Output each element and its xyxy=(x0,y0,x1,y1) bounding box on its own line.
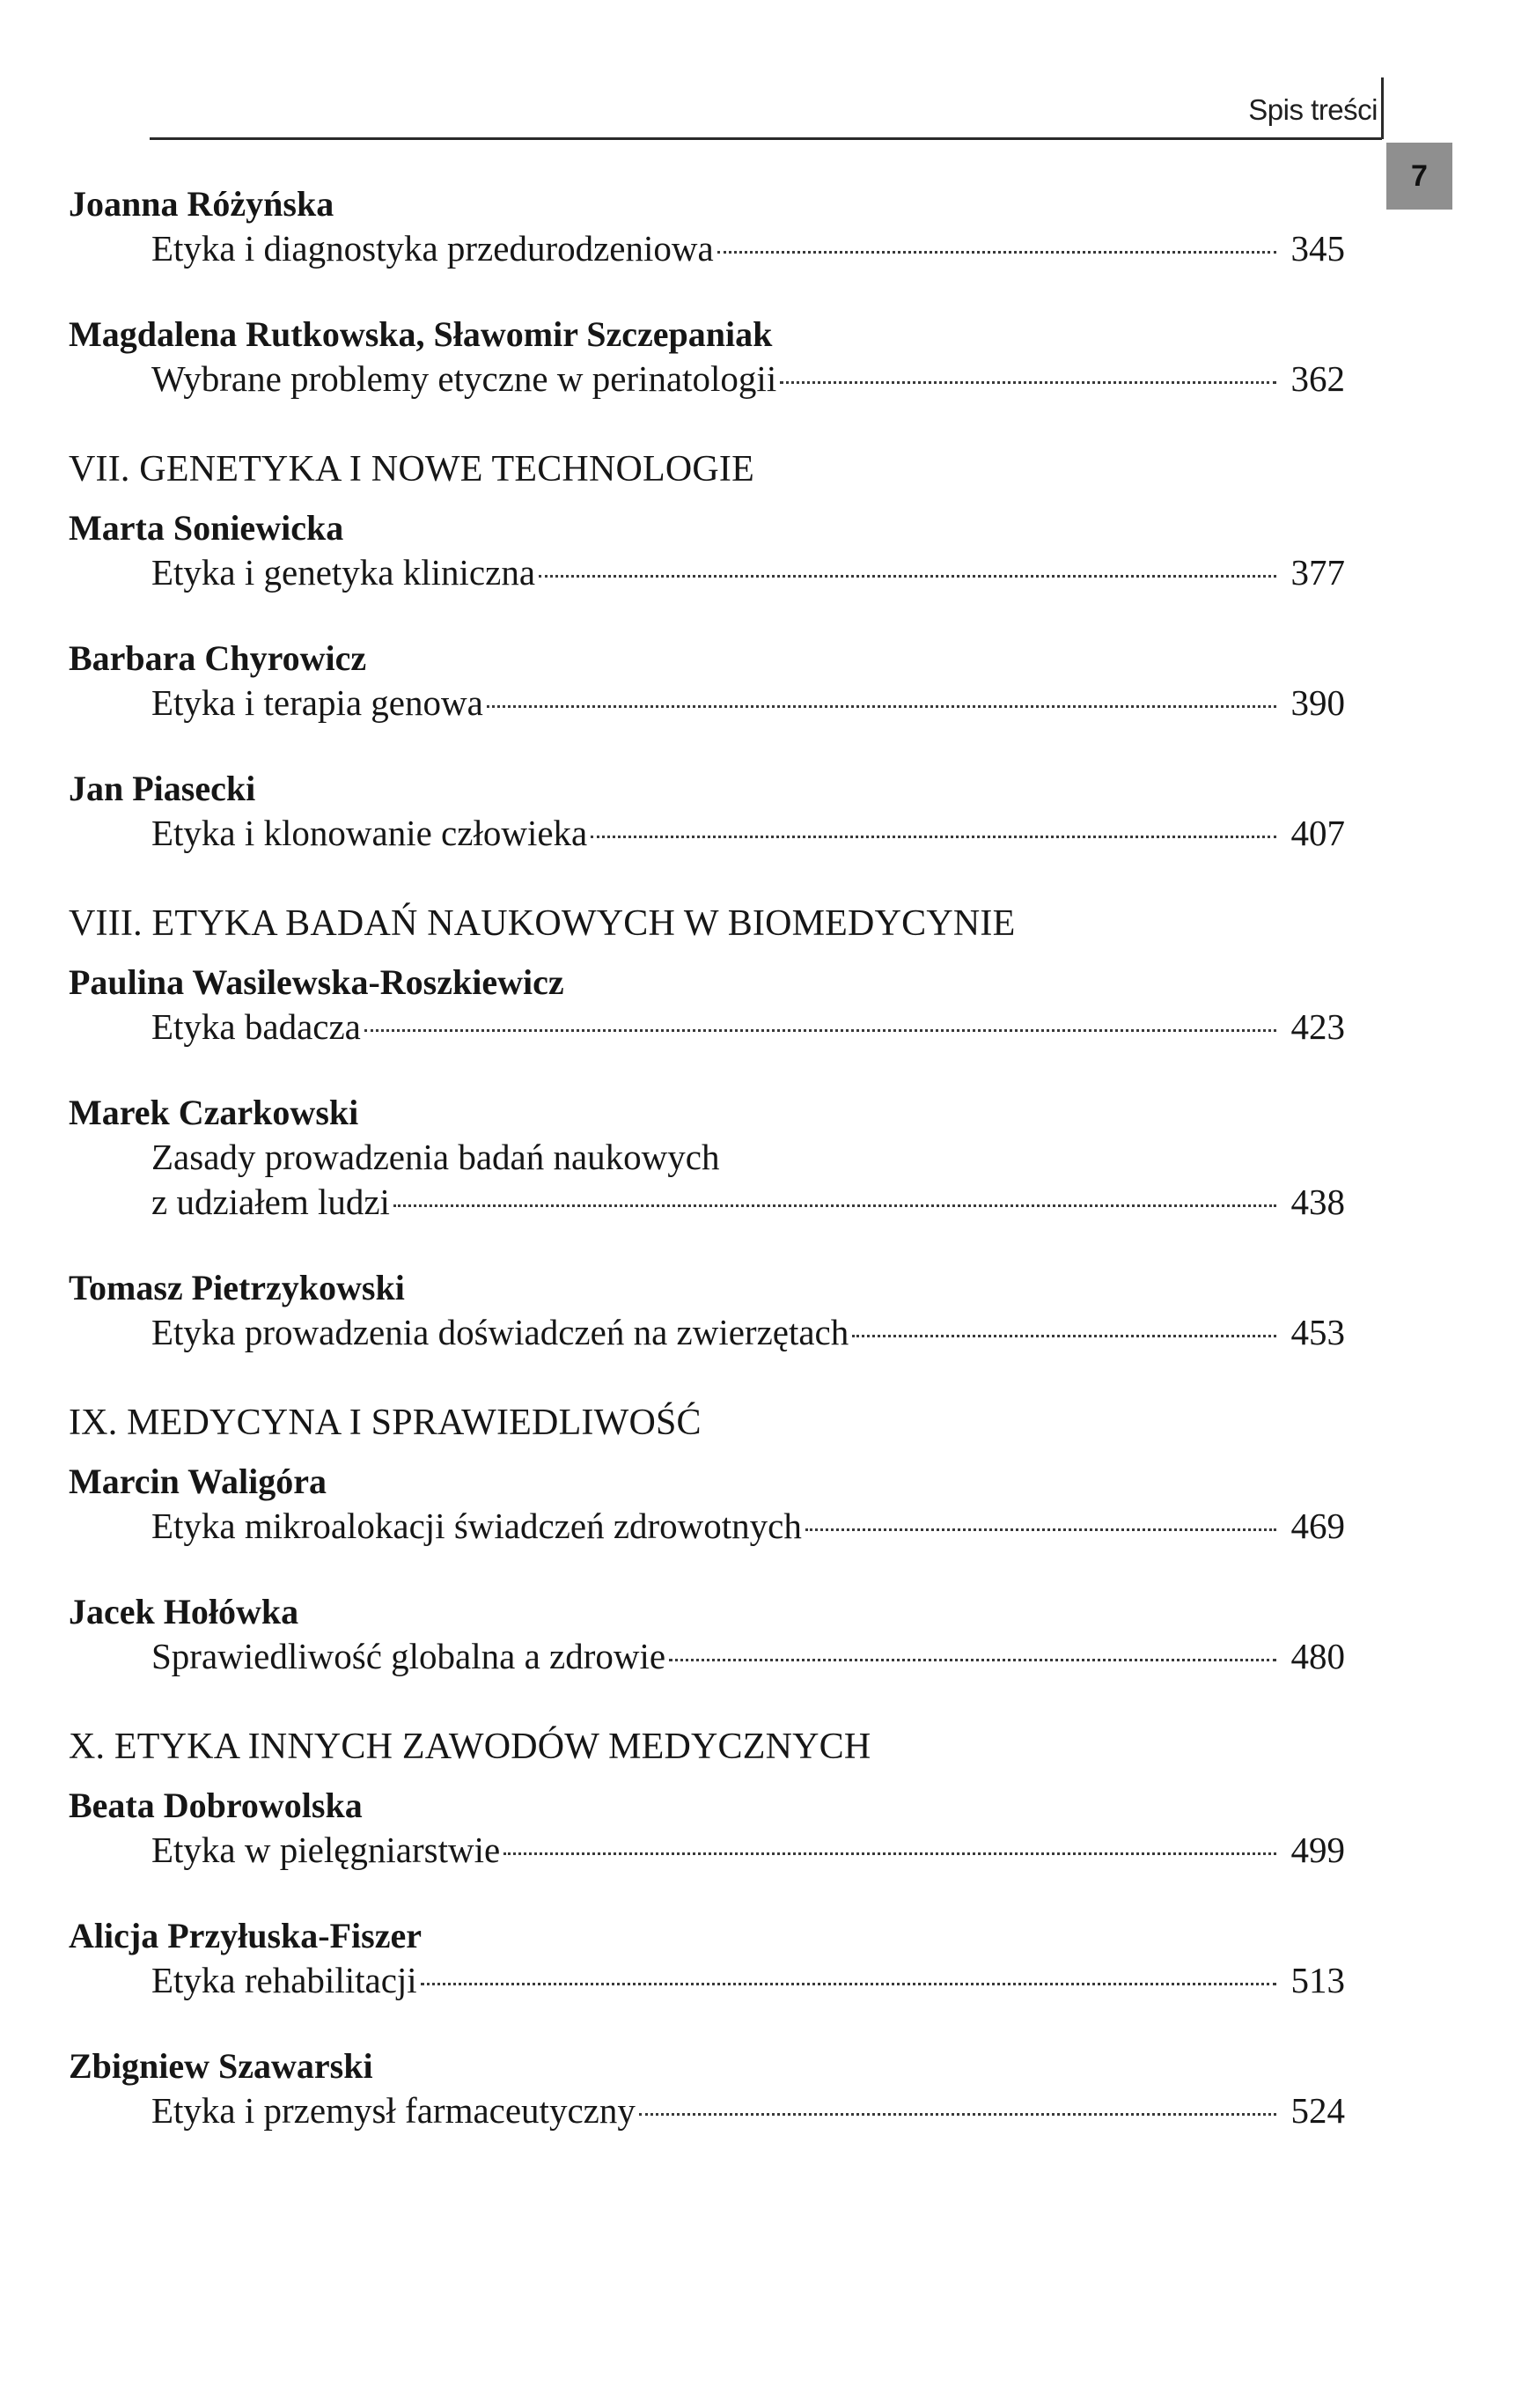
entry-page-number: 513 xyxy=(1290,1960,1345,2000)
dot-leader xyxy=(717,251,1276,254)
toc-entry[interactable] xyxy=(69,182,1345,271)
entry-author: Jacek Hołówka xyxy=(69,1592,299,1631)
entry-title-row xyxy=(69,1310,1345,1355)
entry-title: Etyka rehabilitacji xyxy=(151,1960,417,2000)
entry-title-line: Zasady prowadzenia badań naukowych xyxy=(151,1137,720,1177)
toc-section xyxy=(69,897,1345,1355)
entry-author: Joanna Różyńska xyxy=(69,184,334,224)
dot-leader xyxy=(805,1528,1276,1531)
header-rule xyxy=(150,137,1382,140)
toc-section xyxy=(69,182,1345,401)
toc-section xyxy=(69,1720,1345,2133)
entry-page-number: 390 xyxy=(1290,682,1345,723)
toc-entry[interactable] xyxy=(69,767,1345,856)
toc-entry[interactable] xyxy=(69,1460,1345,1549)
toc-entry[interactable] xyxy=(69,1590,1345,1679)
entry-title: Etyka i przemysł farmaceutyczny xyxy=(151,2090,636,2131)
entry-author: Zbigniew Szawarski xyxy=(69,2046,373,2086)
dot-leader xyxy=(852,1335,1276,1337)
table-of-contents xyxy=(69,182,1345,2175)
entry-page-number: 377 xyxy=(1290,552,1345,593)
entry-page-number: 438 xyxy=(1290,1182,1345,1222)
section-title: VII. GENETYKA I NOWE TECHNOLOGIE xyxy=(69,449,754,490)
entry-title: Etyka i klonowanie człowieka xyxy=(151,813,588,853)
entry-page-number: 407 xyxy=(1290,813,1345,853)
running-header-title: Spis treści xyxy=(1248,93,1378,126)
entry-author: Paulina Wasilewska-Roszkiewicz xyxy=(69,962,564,1002)
toc-entry[interactable] xyxy=(69,1091,1345,1225)
entry-page-number: 499 xyxy=(1290,1830,1345,1870)
entry-title: Etyka w pielęgniarstwie xyxy=(151,1830,501,1870)
entry-title-row xyxy=(69,1958,1345,2003)
entry-title: Etyka mikroalokacji świadczeń zdrowotnych xyxy=(151,1506,802,1546)
entry-title: Wybrane problemy etyczne w perinatologii xyxy=(151,358,777,399)
dot-leader xyxy=(421,1983,1276,1985)
dot-leader xyxy=(539,575,1276,578)
dot-leader xyxy=(364,1029,1276,1032)
toc-entry[interactable] xyxy=(69,961,1345,1049)
entry-author: Magdalena Rutkowska, Sławomir Szczepaniak xyxy=(69,314,773,354)
entry-author: Alicja Przyłuska-Fiszer xyxy=(69,1916,422,1955)
entry-title: Etyka i diagnostyka przedurodzeniowa xyxy=(151,228,714,269)
entry-page-number: 453 xyxy=(1290,1312,1345,1352)
entry-page-number: 362 xyxy=(1290,358,1345,399)
entry-title-row xyxy=(69,681,1345,725)
entry-title-row xyxy=(69,1634,1345,1679)
entry-title-row xyxy=(69,1005,1345,1049)
dot-leader xyxy=(487,705,1276,708)
entry-title-row xyxy=(69,550,1345,595)
section-title: IX. MEDYCYNA I SPRAWIEDLIWOŚĆ xyxy=(69,1403,702,1443)
section-title: X. ETYKA INNYCH ZAWODÓW MEDYCZNYCH xyxy=(69,1727,871,1767)
entry-page-number: 469 xyxy=(1290,1506,1345,1546)
dot-leader xyxy=(780,381,1276,384)
entry-author: Marta Soniewicka xyxy=(69,508,344,548)
dot-leader xyxy=(591,836,1276,838)
dot-leader xyxy=(639,2113,1276,2116)
entry-title: Sprawiedliwość globalna a zdrowie xyxy=(151,1636,666,1676)
toc-entry[interactable] xyxy=(69,1266,1345,1355)
dot-leader xyxy=(503,1852,1276,1855)
toc-entry[interactable] xyxy=(69,637,1345,725)
entry-title-row xyxy=(69,1504,1345,1549)
toc-entry[interactable] xyxy=(69,1784,1345,1873)
entry-title-row xyxy=(69,2088,1345,2133)
page-number-tab: 7 xyxy=(1386,143,1452,210)
entry-title: Etyka prowadzenia doświadczeń na zwierzętach xyxy=(151,1312,849,1352)
dot-leader xyxy=(669,1659,1276,1661)
entry-title-row xyxy=(69,357,1345,401)
toc-entry[interactable] xyxy=(69,1914,1345,2003)
entry-author: Jan Piasecki xyxy=(69,769,256,808)
entry-author: Tomasz Pietrzykowski xyxy=(69,1268,405,1307)
entry-author: Beata Dobrowolska xyxy=(69,1786,363,1825)
entry-title: Etyka i genetyka kliniczna xyxy=(151,552,536,593)
entry-title-row xyxy=(69,811,1345,856)
entry-author: Marek Czarkowski xyxy=(69,1093,359,1132)
entry-author: Marcin Waligóra xyxy=(69,1462,327,1501)
entry-title: Etyka badacza xyxy=(151,1006,361,1047)
entry-title-row xyxy=(69,1180,1345,1225)
entry-page-number: 480 xyxy=(1290,1636,1345,1676)
entry-title: Etyka i terapia genowa xyxy=(151,682,483,723)
section-title: VIII. ETYKA BADAŃ NAUKOWYCH W BIOMEDYCYNIE xyxy=(69,903,1016,944)
entry-title-row xyxy=(69,226,1345,271)
toc-entry[interactable] xyxy=(69,313,1345,401)
toc-section xyxy=(69,1396,1345,1679)
entry-title-row xyxy=(69,1828,1345,1873)
toc-entry[interactable] xyxy=(69,2044,1345,2133)
entry-page-number: 345 xyxy=(1290,228,1345,269)
entry-title: z udziałem ludzi xyxy=(151,1182,390,1222)
header-vertical-rule xyxy=(1381,77,1384,139)
entry-author: Barbara Chyrowicz xyxy=(69,638,367,678)
toc-section xyxy=(69,443,1345,856)
entry-page-number: 524 xyxy=(1290,2090,1345,2131)
dot-leader xyxy=(393,1204,1276,1207)
entry-page-number: 423 xyxy=(1290,1006,1345,1047)
toc-entry[interactable] xyxy=(69,506,1345,595)
